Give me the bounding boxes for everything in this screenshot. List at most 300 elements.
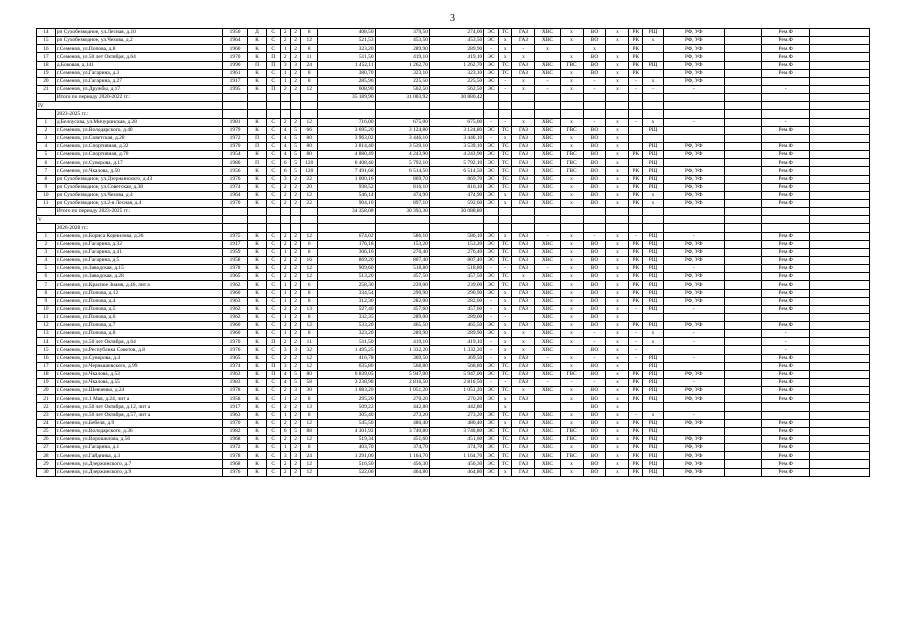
- table-row: [37, 313, 870, 321]
- cell-f: 6: [280, 427, 290, 435]
- cell-s5: х: [560, 289, 583, 297]
- cell-s5: [560, 403, 583, 411]
- cell-s6: ВО: [583, 403, 606, 411]
- cell-no: 10: [37, 191, 56, 199]
- cell-s10: [663, 313, 724, 321]
- cell-t: С: [266, 305, 280, 313]
- cell-pad: [810, 151, 870, 159]
- cell-empty: [301, 224, 318, 232]
- cell-no: 30: [37, 468, 56, 476]
- cell-s7: х: [606, 281, 629, 289]
- cell-a2: 3 446,10: [429, 134, 483, 142]
- cell-empty: [498, 110, 512, 118]
- cell-n: 120: [301, 167, 318, 175]
- cell-no: 8: [37, 175, 56, 183]
- cell-s7: х: [606, 199, 629, 207]
- cell-empty: [266, 208, 280, 216]
- cell-s11: [724, 289, 762, 297]
- cell-year: 1980: [223, 159, 248, 167]
- cell-s6: ВО: [583, 289, 606, 297]
- cell-s1: ЭС: [484, 199, 499, 207]
- cell-a2: 4 243,90: [429, 151, 483, 159]
- cell-empty: [484, 216, 499, 224]
- cell-pad: [810, 118, 870, 126]
- cell-s4: ХВС: [535, 387, 560, 395]
- cell-n: 12: [301, 436, 318, 444]
- cell-s5: х: [560, 313, 583, 321]
- cell-s4: ХВС: [535, 175, 560, 183]
- cell-mat: К: [248, 37, 267, 45]
- cell-s1: ЭС: [484, 191, 499, 199]
- cell-t: С: [266, 403, 280, 411]
- cell-s12: Рем.Ф: [762, 29, 810, 37]
- cell-empty: [606, 94, 629, 102]
- cell-empty: [301, 216, 318, 224]
- cell-s11: [724, 134, 762, 142]
- cell-pad: [810, 167, 870, 175]
- cell-a2: 419,10: [429, 53, 483, 61]
- cell-addr: г.Семенов, ул.Заводская, д.15: [55, 265, 222, 273]
- cell-year: 1970: [223, 142, 248, 150]
- cell-s6: ВО: [583, 387, 606, 395]
- cell-s4: ХВС: [535, 37, 560, 45]
- cell-s11: [724, 346, 762, 354]
- cell-no: 17: [37, 53, 56, 61]
- cell-s11: [724, 61, 762, 69]
- cell-t: С: [266, 175, 280, 183]
- cell-n: 8: [301, 248, 318, 256]
- cell-year: 1954: [223, 151, 248, 159]
- cell-s2: ТС: [498, 256, 512, 264]
- cell-a2: 568,80: [429, 362, 483, 370]
- cell-addr: г.Семенов, ул.Володарского, д.36: [55, 427, 222, 435]
- cell-addr: г.Семенов, ул.Дружбы, д.17: [55, 85, 222, 93]
- cell-t: С: [266, 69, 280, 77]
- cell-t: С: [266, 248, 280, 256]
- cell-empty: [318, 216, 375, 224]
- cell-s9: РЩ: [643, 305, 664, 313]
- cell-pad: [810, 69, 870, 77]
- cell-s3: ГАЗ: [512, 69, 535, 77]
- cell-s1: ЭС: [484, 452, 499, 460]
- cell-e: 2: [290, 436, 300, 444]
- cell-s3: ГАЗ: [512, 134, 535, 142]
- cell-t: П: [266, 362, 280, 370]
- cell-s1: ЭС: [484, 460, 499, 468]
- cell-no: 27: [37, 444, 56, 452]
- cell-mat: К: [248, 265, 267, 273]
- cell-s8: -: [629, 354, 643, 362]
- cell-s6: ВО: [583, 444, 606, 452]
- cell-s11: [724, 45, 762, 53]
- table-row: [37, 379, 870, 387]
- cell-a2: 153,20: [429, 240, 483, 248]
- cell-pad: [810, 191, 870, 199]
- cell-s9: х: [643, 199, 664, 207]
- section-number: V: [37, 216, 223, 224]
- cell-s4: ХВС: [535, 305, 560, 313]
- cell-area: 3 238,98: [318, 379, 375, 387]
- cell-s2: х: [498, 354, 512, 362]
- cell-s1: ЭС: [484, 240, 499, 248]
- cell-s1: -: [484, 134, 499, 142]
- cell-s9: РЩ: [643, 281, 664, 289]
- cell-s5: ГВС: [560, 427, 583, 435]
- cell-area: 635,80: [318, 362, 375, 370]
- cell-e: 2: [290, 419, 300, 427]
- cell-s6: ВО: [583, 313, 606, 321]
- cell-s12: Рем.Ф: [762, 167, 810, 175]
- cell-no: 6: [37, 159, 56, 167]
- cell-t: П: [266, 61, 280, 69]
- cell-empty: [280, 110, 290, 118]
- cell-s6: ВО: [583, 175, 606, 183]
- cell-empty: [560, 94, 583, 102]
- cell-s2: ТС: [498, 183, 512, 191]
- cell-s10: -: [663, 232, 724, 240]
- cell-area: 305,40: [318, 411, 375, 419]
- table-row: [37, 427, 870, 435]
- cell-s3: -: [512, 45, 535, 53]
- cell-no: 8: [37, 289, 56, 297]
- cell-s12: Рем.Ф: [762, 151, 810, 159]
- cell-mat: П: [248, 159, 267, 167]
- cell-pad: [810, 29, 870, 37]
- cell-addr: г.Семенов, ул.Гагарина, д.5: [55, 256, 222, 264]
- cell-addr: рп Сухобезводное, ул.Лесная, д.10: [55, 29, 222, 37]
- cell-t: С: [266, 232, 280, 240]
- cell-e: 2: [290, 403, 300, 411]
- cell-mat: К: [248, 346, 267, 354]
- cell-mat: К: [248, 297, 267, 305]
- cell-empty: [318, 110, 375, 118]
- cell-s6: -: [583, 118, 606, 126]
- cell-mat: К: [248, 362, 267, 370]
- cell-s11: [724, 427, 762, 435]
- cell-empty: [248, 102, 267, 110]
- cell-s8: -: [629, 411, 643, 419]
- cell-s10: [663, 346, 724, 354]
- cell-no: 4: [37, 142, 56, 150]
- table-row: [37, 346, 870, 354]
- cell-f: 2: [280, 240, 290, 248]
- cell-addr: г.Семенов, ул.Гагарина, д.41: [55, 248, 222, 256]
- cell-a1: 474,90: [375, 191, 429, 199]
- cell-s11: [724, 403, 762, 411]
- cell-s10: -: [663, 305, 724, 313]
- cell-no: 29: [37, 460, 56, 468]
- cell-e: 2: [290, 175, 300, 183]
- cell-empty: [37, 110, 56, 118]
- cell-s2: ТС: [498, 460, 512, 468]
- cell-a2: 1 332,20: [429, 346, 483, 354]
- cell-t: П: [266, 370, 280, 378]
- cell-f: 2: [280, 403, 290, 411]
- cell-s3: ГАЗ: [512, 395, 535, 403]
- cell-f: 1: [280, 281, 290, 289]
- cell-n: 16: [301, 256, 318, 264]
- cell-e: 2: [290, 297, 300, 305]
- cell-s12: -: [762, 346, 810, 354]
- cell-addr: г.Семенов, ул.Володарского, д.40: [55, 126, 222, 134]
- cell-t: С: [266, 183, 280, 191]
- cell-addr: г.Семенов, ул.Попова, д.5: [55, 305, 222, 313]
- cell-area: 323,20: [318, 330, 375, 338]
- cell-s6: ВО: [583, 460, 606, 468]
- cell-s10: -: [663, 411, 724, 419]
- cell-s12: Рем.Ф: [762, 370, 810, 378]
- cell-year: 1964: [223, 37, 248, 45]
- cell-s10: [663, 403, 724, 411]
- cell-n: 80: [301, 142, 318, 150]
- cell-s4: ХВС: [535, 183, 560, 191]
- cell-s11: [724, 118, 762, 126]
- cell-mat: К: [248, 322, 267, 330]
- cell-s4: ХВС: [535, 411, 560, 419]
- cell-s12: [762, 411, 810, 419]
- cell-s11: [724, 460, 762, 468]
- cell-s9: РЩ: [643, 289, 664, 297]
- cell-s4: ХВС: [535, 362, 560, 370]
- cell-empty: [429, 110, 483, 118]
- cell-empty: [429, 224, 483, 232]
- cell-s12: Рем.Ф: [762, 256, 810, 264]
- cell-empty: [724, 224, 762, 232]
- cell-f: 3: [280, 175, 290, 183]
- cell-empty: [301, 94, 318, 102]
- cell-s4: [535, 395, 560, 403]
- cell-s11: [724, 362, 762, 370]
- cell-a2: 562,50: [429, 85, 483, 93]
- cell-year: 1990: [223, 61, 248, 69]
- cell-s7: х: [606, 69, 629, 77]
- cell-s8: РК: [629, 248, 643, 256]
- cell-pad: [810, 77, 870, 85]
- cell-t: С: [266, 330, 280, 338]
- cell-e: 2: [290, 69, 300, 77]
- cell-empty: [606, 102, 629, 110]
- cell-s9: РЩ: [643, 387, 664, 395]
- cell-s5: х: [560, 362, 583, 370]
- cell-s4: ХВС: [535, 69, 560, 77]
- cell-pad: [810, 240, 870, 248]
- table-row: [37, 330, 870, 338]
- cell-area: 519,34: [318, 436, 375, 444]
- cell-s5: х: [560, 53, 583, 61]
- cell-area: 1 291,00: [318, 452, 375, 460]
- cell-s7: х: [606, 53, 629, 61]
- cell-f: 4: [280, 126, 290, 134]
- cell-s10: -: [663, 330, 724, 338]
- cell-no: 19: [37, 69, 56, 77]
- cell-s10: РФ, УФ: [663, 281, 724, 289]
- cell-n: 12: [301, 191, 318, 199]
- cell-s4: -: [535, 379, 560, 387]
- cell-empty: [810, 94, 870, 102]
- cell-s8: РК: [629, 297, 643, 305]
- cell-s7: х: [606, 265, 629, 273]
- cell-s9: РЩ: [643, 167, 664, 175]
- cell-s3: ГАЗ: [512, 427, 535, 435]
- cell-s11: [724, 77, 762, 85]
- cell-s12: Рем.Ф: [762, 232, 810, 240]
- cell-year: 1970: [223, 199, 248, 207]
- cell-s6: ВО: [583, 199, 606, 207]
- cell-a2: 369,50: [429, 354, 483, 362]
- cell-a1: 225,50: [375, 77, 429, 85]
- cell-s1: ЭС: [484, 69, 499, 77]
- cell-no: 23: [37, 411, 56, 419]
- cell-t: С: [266, 419, 280, 427]
- table-row: [37, 281, 870, 289]
- cell-area: 521,53: [318, 37, 375, 45]
- cell-s9: РЩ: [643, 370, 664, 378]
- cell-s6: ВО: [583, 419, 606, 427]
- cell-a2: 1 164,70: [429, 452, 483, 460]
- cell-empty: [810, 102, 870, 110]
- cell-a2: 225,50: [429, 77, 483, 85]
- cell-s8: РК: [629, 419, 643, 427]
- cell-s4: ХВС: [535, 370, 560, 378]
- cell-area: 527,40: [318, 305, 375, 313]
- cell-s2: х: [498, 322, 512, 330]
- cell-s8: [629, 313, 643, 321]
- cell-e: 5: [290, 427, 300, 435]
- cell-year: 1995: [223, 85, 248, 93]
- cell-pad: [810, 346, 870, 354]
- cell-s10: РФ, УФ: [663, 37, 724, 45]
- table-row: [37, 452, 870, 460]
- cell-a2: 464,80: [429, 468, 483, 476]
- cell-s7: х: [606, 460, 629, 468]
- cell-empty: [512, 208, 535, 216]
- cell-empty: [583, 216, 606, 224]
- cell-e: 2: [290, 273, 300, 281]
- cell-area: 511,50: [318, 338, 375, 346]
- cell-addr: г.Семенов, ул.Шевченко, д.24: [55, 387, 222, 395]
- cell-mat: К: [248, 273, 267, 281]
- cell-s12: Рем.Ф: [762, 37, 810, 45]
- cell-addr: г.Семенов, ул.Попова, д.7: [55, 322, 222, 330]
- cell-s1: ЭС: [484, 53, 499, 61]
- cell-mat: К: [248, 444, 267, 452]
- cell-s10: РФ, УФ: [663, 167, 724, 175]
- cell-area: 546,14: [318, 191, 375, 199]
- cell-s9: х: [643, 118, 664, 126]
- cell-empty: [724, 208, 762, 216]
- cell-s10: РФ, УФ: [663, 45, 724, 53]
- cell-s2: ТС: [498, 151, 512, 159]
- table-row: [37, 53, 870, 61]
- cell-s12: Рем.Ф: [762, 452, 810, 460]
- cell-s6: ВО: [583, 265, 606, 273]
- cell-empty: [762, 94, 810, 102]
- cell-mat: К: [248, 167, 267, 175]
- cell-year: 1976: [223, 346, 248, 354]
- cell-s2: х: [498, 419, 512, 427]
- cell-s5: х: [560, 232, 583, 240]
- cell-s12: Рем.Ф: [762, 199, 810, 207]
- cell-s10: -: [663, 354, 724, 362]
- cell-no: 28: [37, 452, 56, 460]
- cell-s9: [643, 69, 664, 77]
- cell-a2: 3 124,80: [429, 126, 483, 134]
- cell-empty: [606, 224, 629, 232]
- cell-s1: [484, 403, 499, 411]
- cell-year: 1958: [223, 395, 248, 403]
- cell-empty: [643, 216, 664, 224]
- cell-s7: х: [606, 248, 629, 256]
- cell-year: 1972: [223, 444, 248, 452]
- cell-s12: Рем.Ф: [762, 53, 810, 61]
- cell-no: 19: [37, 379, 56, 387]
- cell-a1: 442,80: [375, 403, 429, 411]
- cell-e: 2: [290, 354, 300, 362]
- cell-t: С: [266, 452, 280, 460]
- cell-s7: [606, 45, 629, 53]
- cell-pad: [810, 379, 870, 387]
- cell-empty: [629, 208, 643, 216]
- cell-s3: ГАЗ: [512, 159, 535, 167]
- cell-s1: ЭС: [484, 322, 499, 330]
- cell-s4: ХВС: [535, 191, 560, 199]
- cell-s7: х: [606, 419, 629, 427]
- cell-s6: ВО: [583, 142, 606, 150]
- cell-s3: ГАЗ: [512, 61, 535, 69]
- cell-s4: ХВС: [535, 159, 560, 167]
- cell-t: С: [266, 191, 280, 199]
- cell-mat: К: [248, 460, 267, 468]
- cell-s6: ВО: [583, 370, 606, 378]
- cell-e: 2: [290, 411, 300, 419]
- cell-empty: [223, 216, 248, 224]
- cell-empty: [498, 208, 512, 216]
- cell-f: 6: [280, 159, 290, 167]
- cell-pad: [810, 289, 870, 297]
- cell-empty: [535, 110, 560, 118]
- cell-s5: х: [560, 265, 583, 273]
- cell-s9: РЩ: [643, 175, 664, 183]
- cell-s4: ХВС: [535, 297, 560, 305]
- cell-f: 2: [280, 436, 290, 444]
- cell-a1: 419,10: [375, 338, 429, 346]
- cell-s7: х: [606, 183, 629, 191]
- cell-pad: [810, 256, 870, 264]
- total-residential-area: 30 088,80: [429, 208, 483, 216]
- cell-s11: [724, 305, 762, 313]
- cell-year: 1972: [223, 134, 248, 142]
- cell-s12: Рем.Ф: [762, 289, 810, 297]
- cell-empty: [290, 102, 300, 110]
- cell-n: 80: [301, 370, 318, 378]
- cell-s1: ЭС: [484, 436, 499, 444]
- cell-addr: г.Семенов, ул.50 лет Октября, д.64: [55, 338, 222, 346]
- total-area: 35 189,90: [318, 94, 375, 102]
- cell-addr: рп Сухобезводное, ул.Чехова, д.2: [55, 37, 222, 45]
- cell-s3: х: [512, 85, 535, 93]
- cell-s4: [535, 403, 560, 411]
- cell-s4: ХВС: [535, 338, 560, 346]
- cell-s7: х: [606, 118, 629, 126]
- cell-s1: -: [484, 305, 499, 313]
- cell-s8: РК: [629, 191, 643, 199]
- cell-s2: ТС: [498, 436, 512, 444]
- cell-s2: ТС: [498, 444, 512, 452]
- cell-empty: [223, 102, 248, 110]
- cell-s7: х: [606, 29, 629, 37]
- cell-pad: [810, 175, 870, 183]
- cell-s11: [724, 142, 762, 150]
